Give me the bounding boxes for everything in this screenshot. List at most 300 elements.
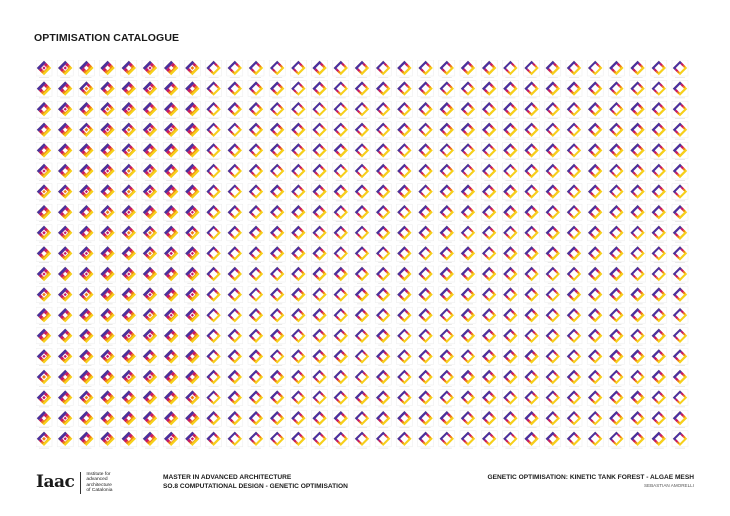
catalogue-thumbnail xyxy=(630,369,646,386)
catalogue-thumbnail xyxy=(312,60,328,77)
catalogue-thumbnail xyxy=(312,390,328,407)
catalogue-thumbnail xyxy=(418,101,434,118)
catalogue-thumbnail xyxy=(502,369,518,386)
catalogue-thumbnail xyxy=(78,163,94,180)
catalogue-thumbnail xyxy=(206,225,222,242)
catalogue-thumbnail xyxy=(163,369,179,386)
catalogue-thumbnail xyxy=(587,122,603,139)
catalogue-thumbnail xyxy=(100,307,116,324)
catalogue-thumbnail xyxy=(163,348,179,365)
catalogue-thumbnail xyxy=(630,163,646,180)
catalogue-thumbnail xyxy=(354,307,370,324)
catalogue-thumbnail xyxy=(269,122,285,139)
catalogue-thumbnail xyxy=(100,225,116,242)
catalogue-thumbnail xyxy=(227,410,243,427)
catalogue-thumbnail xyxy=(375,101,391,118)
catalogue-thumbnail xyxy=(57,390,73,407)
catalogue-thumbnail xyxy=(418,225,434,242)
catalogue-thumbnail xyxy=(460,101,476,118)
project-title: GENETIC OPTIMISATION: KINETIC TANK FOREST - ALGAE MESH xyxy=(487,474,694,481)
catalogue-thumbnail xyxy=(121,101,137,118)
catalogue-thumbnail xyxy=(333,369,349,386)
catalogue-thumbnail xyxy=(481,307,497,324)
catalogue-thumbnail xyxy=(333,101,349,118)
catalogue-thumbnail xyxy=(375,122,391,139)
catalogue-thumbnail xyxy=(227,60,243,77)
catalogue-thumbnail xyxy=(460,184,476,201)
catalogue-thumbnail xyxy=(290,122,306,139)
catalogue-thumbnail xyxy=(354,122,370,139)
catalogue-thumbnail xyxy=(248,431,264,448)
catalogue-thumbnail xyxy=(36,225,52,242)
catalogue-thumbnail xyxy=(587,81,603,98)
catalogue-thumbnail xyxy=(354,431,370,448)
catalogue-thumbnail xyxy=(248,122,264,139)
catalogue-thumbnail xyxy=(163,245,179,262)
catalogue-thumbnail xyxy=(502,184,518,201)
catalogue-thumbnail xyxy=(566,369,582,386)
catalogue-thumbnail xyxy=(502,410,518,427)
catalogue-thumbnail xyxy=(651,245,667,262)
catalogue-thumbnail xyxy=(439,390,455,407)
catalogue-thumbnail xyxy=(163,204,179,221)
catalogue-thumbnail xyxy=(545,184,561,201)
catalogue-thumbnail xyxy=(57,287,73,304)
catalogue-thumbnail xyxy=(481,287,497,304)
catalogue-thumbnail xyxy=(78,369,94,386)
catalogue-thumbnail xyxy=(460,390,476,407)
catalogue-thumbnail xyxy=(608,266,624,283)
catalogue-thumbnail xyxy=(396,369,412,386)
catalogue-thumbnail xyxy=(354,81,370,98)
catalogue-thumbnail xyxy=(545,328,561,345)
catalogue-thumbnail xyxy=(460,410,476,427)
catalogue-thumbnail xyxy=(184,369,200,386)
catalogue-thumbnail xyxy=(651,431,667,448)
catalogue-thumbnail xyxy=(57,101,73,118)
catalogue-thumbnail xyxy=(36,163,52,180)
catalogue-thumbnail xyxy=(672,245,688,262)
catalogue-thumbnail xyxy=(545,307,561,324)
catalogue-thumbnail xyxy=(587,245,603,262)
catalogue-thumbnail xyxy=(651,81,667,98)
catalogue-thumbnail xyxy=(36,369,52,386)
catalogue-thumbnail xyxy=(121,122,137,139)
catalogue-thumbnail xyxy=(566,163,582,180)
catalogue-thumbnail xyxy=(524,163,540,180)
catalogue-thumbnail xyxy=(439,163,455,180)
catalogue-thumbnail xyxy=(184,101,200,118)
catalogue-thumbnail xyxy=(100,101,116,118)
catalogue-thumbnail xyxy=(396,245,412,262)
catalogue-thumbnail xyxy=(524,184,540,201)
catalogue-thumbnail xyxy=(396,184,412,201)
catalogue-thumbnail xyxy=(206,204,222,221)
catalogue-thumbnail xyxy=(312,225,328,242)
catalogue-thumbnail xyxy=(206,163,222,180)
catalogue-thumbnail xyxy=(460,142,476,159)
catalogue-thumbnail xyxy=(630,122,646,139)
catalogue-thumbnail xyxy=(672,101,688,118)
catalogue-thumbnail xyxy=(439,81,455,98)
catalogue-thumbnail xyxy=(502,204,518,221)
catalogue-thumbnail xyxy=(78,101,94,118)
catalogue-thumbnail xyxy=(269,60,285,77)
catalogue-thumbnail xyxy=(100,122,116,139)
catalogue-thumbnail xyxy=(184,184,200,201)
catalogue-thumbnail xyxy=(78,348,94,365)
catalogue-thumbnail xyxy=(290,245,306,262)
catalogue-thumbnail xyxy=(672,81,688,98)
catalogue-thumbnail xyxy=(78,245,94,262)
catalogue-thumbnail xyxy=(524,348,540,365)
catalogue-thumbnail xyxy=(206,101,222,118)
iaac-logo xyxy=(36,472,112,494)
catalogue-thumbnail xyxy=(227,163,243,180)
catalogue-thumbnail xyxy=(312,204,328,221)
catalogue-thumbnail xyxy=(439,287,455,304)
catalogue-thumbnail xyxy=(100,184,116,201)
catalogue-thumbnail xyxy=(396,307,412,324)
catalogue-thumbnail xyxy=(418,328,434,345)
catalogue-thumbnail xyxy=(142,142,158,159)
catalogue-thumbnail xyxy=(396,122,412,139)
catalogue-thumbnail xyxy=(651,390,667,407)
catalogue-thumbnail xyxy=(502,307,518,324)
catalogue-thumbnail xyxy=(502,287,518,304)
catalogue-thumbnail xyxy=(121,287,137,304)
catalogue-thumbnail xyxy=(269,184,285,201)
catalogue-thumbnail xyxy=(206,266,222,283)
catalogue-thumbnail xyxy=(333,163,349,180)
catalogue-thumbnail xyxy=(375,184,391,201)
catalogue-thumbnail xyxy=(206,142,222,159)
catalogue-thumbnail xyxy=(333,328,349,345)
catalogue-thumbnail xyxy=(269,225,285,242)
catalogue-thumbnail xyxy=(672,431,688,448)
catalogue-thumbnail xyxy=(630,142,646,159)
catalogue-thumbnail xyxy=(100,369,116,386)
catalogue-thumbnail xyxy=(269,410,285,427)
catalogue-thumbnail xyxy=(333,204,349,221)
catalogue-thumbnail xyxy=(545,348,561,365)
catalogue-thumbnail xyxy=(333,60,349,77)
catalogue-thumbnail xyxy=(290,431,306,448)
catalogue-thumbnail xyxy=(354,328,370,345)
catalogue-thumbnail xyxy=(100,348,116,365)
catalogue-thumbnail xyxy=(354,410,370,427)
catalogue-thumbnail xyxy=(142,122,158,139)
catalogue-thumbnail xyxy=(502,245,518,262)
catalogue-thumbnail xyxy=(248,81,264,98)
catalogue-thumbnail xyxy=(439,101,455,118)
catalogue-thumbnail xyxy=(248,287,264,304)
catalogue-thumbnail xyxy=(121,142,137,159)
catalogue-thumbnail xyxy=(460,225,476,242)
catalogue-thumbnail xyxy=(630,101,646,118)
catalogue-thumbnail xyxy=(184,287,200,304)
catalogue-thumbnail xyxy=(524,266,540,283)
catalogue-thumbnail xyxy=(651,328,667,345)
catalogue-thumbnail xyxy=(566,410,582,427)
institute-line: of Catalonia xyxy=(86,488,113,494)
catalogue-thumbnail xyxy=(184,60,200,77)
catalogue-thumbnail xyxy=(121,184,137,201)
catalogue-thumbnail xyxy=(78,307,94,324)
catalogue-thumbnail xyxy=(206,348,222,365)
catalogue-thumbnail xyxy=(163,81,179,98)
catalogue-thumbnail xyxy=(481,369,497,386)
catalogue-thumbnail xyxy=(545,369,561,386)
catalogue-thumbnail xyxy=(206,245,222,262)
catalogue-thumbnail xyxy=(460,307,476,324)
catalogue-thumbnail xyxy=(354,245,370,262)
catalogue-thumbnail xyxy=(57,348,73,365)
catalogue-thumbnail xyxy=(206,431,222,448)
catalogue-thumbnail xyxy=(248,307,264,324)
catalogue-thumbnail xyxy=(333,287,349,304)
catalogue-thumbnail xyxy=(227,369,243,386)
catalogue-thumbnail xyxy=(630,81,646,98)
catalogue-thumbnail xyxy=(651,122,667,139)
catalogue-thumbnail xyxy=(121,390,137,407)
catalogue-thumbnail xyxy=(502,348,518,365)
catalogue-thumbnail xyxy=(57,163,73,180)
catalogue-thumbnail xyxy=(396,101,412,118)
catalogue-thumbnail xyxy=(290,307,306,324)
catalogue-thumbnail xyxy=(439,369,455,386)
catalogue-thumbnail xyxy=(290,287,306,304)
catalogue-thumbnail xyxy=(481,328,497,345)
catalogue-thumbnail xyxy=(184,328,200,345)
catalogue-thumbnail xyxy=(227,142,243,159)
catalogue-thumbnail xyxy=(57,307,73,324)
catalogue-thumbnail xyxy=(545,204,561,221)
catalogue-thumbnail xyxy=(142,225,158,242)
catalogue-thumbnail xyxy=(502,60,518,77)
catalogue-thumbnail xyxy=(651,369,667,386)
catalogue-thumbnail xyxy=(545,60,561,77)
catalogue-thumbnail xyxy=(460,266,476,283)
catalogue-thumbnail xyxy=(566,348,582,365)
catalogue-thumbnail xyxy=(587,60,603,77)
catalogue-thumbnail xyxy=(36,431,52,448)
catalogue-thumbnail xyxy=(502,122,518,139)
catalogue-thumbnail xyxy=(545,81,561,98)
catalogue-thumbnail xyxy=(142,204,158,221)
catalogue-thumbnail xyxy=(439,348,455,365)
catalogue-thumbnail xyxy=(163,431,179,448)
catalogue-thumbnail xyxy=(418,390,434,407)
catalogue-thumbnail xyxy=(290,184,306,201)
catalogue-thumbnail xyxy=(354,225,370,242)
catalogue-thumbnail xyxy=(269,287,285,304)
catalogue-thumbnail xyxy=(524,122,540,139)
catalogue-thumbnail xyxy=(142,348,158,365)
catalogue-thumbnail xyxy=(100,390,116,407)
catalogue-thumbnail xyxy=(290,101,306,118)
catalogue-thumbnail xyxy=(269,142,285,159)
catalogue-thumbnail xyxy=(651,142,667,159)
catalogue-thumbnail xyxy=(608,410,624,427)
catalogue-thumbnail xyxy=(587,328,603,345)
catalogue-thumbnail xyxy=(206,307,222,324)
catalogue-thumbnail xyxy=(100,60,116,77)
catalogue-thumbnail xyxy=(290,204,306,221)
catalogue-thumbnail xyxy=(333,348,349,365)
catalogue-thumbnail xyxy=(163,122,179,139)
catalogue-thumbnail xyxy=(608,142,624,159)
catalogue-thumbnail xyxy=(333,245,349,262)
catalogue-thumbnail xyxy=(248,328,264,345)
catalogue-thumbnail xyxy=(184,410,200,427)
catalogue-thumbnail xyxy=(163,225,179,242)
catalogue-thumbnail xyxy=(142,328,158,345)
catalogue-thumbnail xyxy=(206,410,222,427)
catalogue-thumbnail xyxy=(269,204,285,221)
catalogue-thumbnail xyxy=(354,60,370,77)
catalogue-thumbnail xyxy=(312,163,328,180)
catalogue-thumbnail xyxy=(608,328,624,345)
catalogue-thumbnail xyxy=(100,266,116,283)
catalogue-thumbnail xyxy=(142,184,158,201)
catalogue-thumbnail xyxy=(121,245,137,262)
catalogue-thumbnail xyxy=(36,81,52,98)
catalogue-thumbnail xyxy=(672,348,688,365)
catalogue-thumbnail xyxy=(163,163,179,180)
catalogue-thumbnail xyxy=(481,60,497,77)
catalogue-thumbnail xyxy=(227,101,243,118)
catalogue-thumbnail xyxy=(36,245,52,262)
catalogue-thumbnail xyxy=(269,390,285,407)
catalogue-thumbnail xyxy=(481,101,497,118)
catalogue-thumbnail xyxy=(163,101,179,118)
catalogue-thumbnail xyxy=(248,60,264,77)
catalogue-thumbnail xyxy=(672,184,688,201)
catalogue-thumbnail xyxy=(57,266,73,283)
catalogue-thumbnail xyxy=(566,390,582,407)
catalogue-thumbnail xyxy=(481,390,497,407)
catalogue-thumbnail xyxy=(142,431,158,448)
catalogue-thumbnail xyxy=(524,369,540,386)
catalogue-thumbnail xyxy=(248,390,264,407)
catalogue-thumbnail xyxy=(184,225,200,242)
catalogue-thumbnail xyxy=(57,204,73,221)
project-info xyxy=(488,474,694,489)
catalogue-thumbnail xyxy=(312,142,328,159)
catalogue-thumbnail xyxy=(672,60,688,77)
catalogue-thumbnail xyxy=(78,184,94,201)
catalogue-thumbnail xyxy=(78,410,94,427)
catalogue-thumbnail xyxy=(57,369,73,386)
catalogue-thumbnail xyxy=(290,390,306,407)
catalogue-thumbnail xyxy=(290,369,306,386)
course-info xyxy=(163,474,348,491)
catalogue-thumbnail xyxy=(672,225,688,242)
catalogue-thumbnail xyxy=(396,287,412,304)
catalogue-thumbnail xyxy=(78,60,94,77)
catalogue-thumbnail xyxy=(312,245,328,262)
catalogue-thumbnail xyxy=(206,184,222,201)
catalogue-thumbnail xyxy=(375,225,391,242)
catalogue-thumbnail xyxy=(481,122,497,139)
catalogue-thumbnail xyxy=(481,245,497,262)
catalogue-thumbnail xyxy=(545,163,561,180)
catalogue-thumbnail xyxy=(524,225,540,242)
catalogue-thumbnail xyxy=(184,245,200,262)
catalogue-thumbnail xyxy=(439,60,455,77)
catalogue-thumbnail xyxy=(524,410,540,427)
catalogue-thumbnail xyxy=(333,225,349,242)
catalogue-thumbnail xyxy=(651,307,667,324)
catalogue-thumbnail xyxy=(36,348,52,365)
catalogue-thumbnail xyxy=(227,348,243,365)
catalogue-thumbnail xyxy=(502,390,518,407)
catalogue-thumbnail xyxy=(608,225,624,242)
catalogue-thumbnail xyxy=(375,410,391,427)
catalogue-thumbnail xyxy=(651,60,667,77)
catalogue-thumbnail xyxy=(163,287,179,304)
catalogue-thumbnail xyxy=(121,204,137,221)
catalogue-thumbnail xyxy=(375,328,391,345)
catalogue-thumbnail xyxy=(608,431,624,448)
catalogue-thumbnail xyxy=(142,410,158,427)
catalogue-thumbnail xyxy=(502,431,518,448)
catalogue-thumbnail xyxy=(566,225,582,242)
catalogue-thumbnail xyxy=(290,328,306,345)
institute-name xyxy=(80,472,112,494)
catalogue-thumbnail xyxy=(481,81,497,98)
catalogue-thumbnail xyxy=(630,390,646,407)
catalogue-thumbnail xyxy=(121,328,137,345)
catalogue-thumbnail xyxy=(524,307,540,324)
catalogue-thumbnail xyxy=(418,204,434,221)
catalogue-thumbnail xyxy=(502,81,518,98)
catalogue-thumbnail xyxy=(418,81,434,98)
catalogue-thumbnail xyxy=(227,266,243,283)
catalogue-thumbnail xyxy=(248,225,264,242)
catalogue-thumbnail xyxy=(121,60,137,77)
catalogue-thumbnail xyxy=(566,101,582,118)
catalogue-thumbnail xyxy=(163,184,179,201)
catalogue-thumbnail xyxy=(375,81,391,98)
catalogue-thumbnail xyxy=(502,225,518,242)
catalogue-thumbnail xyxy=(333,81,349,98)
catalogue-thumbnail xyxy=(502,266,518,283)
catalogue-thumbnail xyxy=(608,348,624,365)
catalogue-thumbnail xyxy=(227,328,243,345)
catalogue-thumbnail xyxy=(545,390,561,407)
catalogue-thumbnail xyxy=(312,287,328,304)
catalogue-thumbnail xyxy=(312,369,328,386)
catalogue-thumbnail xyxy=(100,287,116,304)
catalogue-thumbnail xyxy=(587,101,603,118)
catalogue-thumbnail xyxy=(651,225,667,242)
catalogue-thumbnail xyxy=(630,431,646,448)
catalogue-thumbnail xyxy=(184,204,200,221)
catalogue-thumbnail xyxy=(100,410,116,427)
institute-line: advanced xyxy=(86,477,108,483)
catalogue-thumbnail xyxy=(78,431,94,448)
catalogue-thumbnail xyxy=(248,142,264,159)
catalogue-thumbnail xyxy=(121,410,137,427)
catalogue-thumbnail xyxy=(608,245,624,262)
catalogue-thumbnail xyxy=(354,101,370,118)
catalogue-thumbnail xyxy=(78,142,94,159)
catalogue-thumbnail xyxy=(587,225,603,242)
catalogue-thumbnail xyxy=(227,287,243,304)
catalogue-thumbnail xyxy=(206,60,222,77)
